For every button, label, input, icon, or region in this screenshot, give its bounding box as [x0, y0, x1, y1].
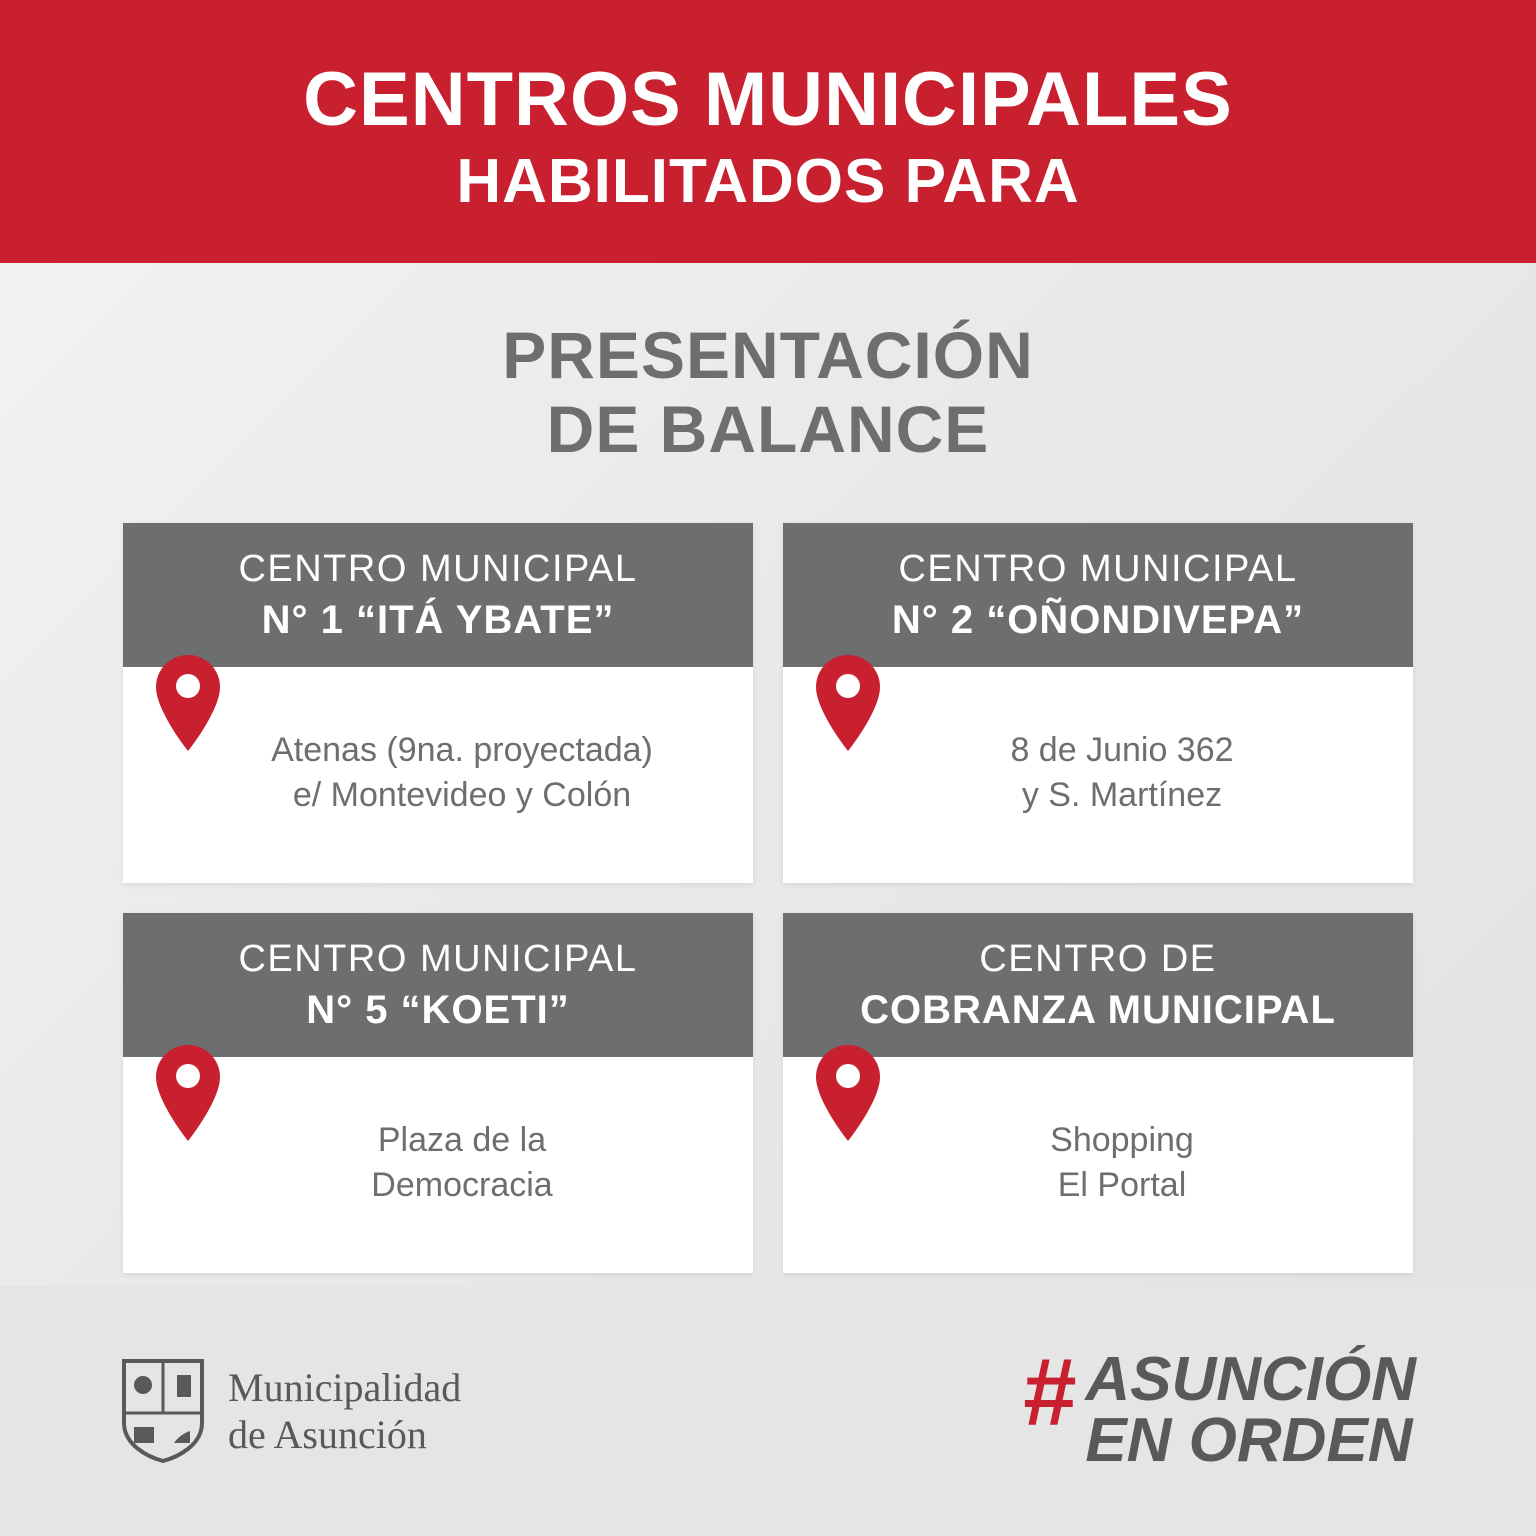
map-pin-icon: [811, 653, 885, 753]
center-card: [783, 913, 1413, 1273]
center-address-line2: El Portal: [1057, 1165, 1187, 1204]
center-card: [783, 523, 1413, 883]
centers-grid: [123, 523, 1413, 1273]
center-address: [213, 728, 663, 818]
hash-symbol-icon: #: [1021, 1339, 1076, 1447]
center-card-name: N° 2 “OÑONDIVEPA”: [891, 597, 1305, 642]
center-card-name: N° 1 “ITÁ YBATE”: [261, 597, 615, 642]
map-pin-icon: [151, 1043, 225, 1143]
brand-text: [228, 1364, 461, 1458]
brand-line2: de Asunción: [228, 1412, 427, 1457]
hashtag-words: [1085, 1345, 1416, 1475]
center-card-header: [783, 913, 1413, 1057]
subtitle-line1: PRESENTACIÓN: [502, 318, 1034, 393]
map-pin-icon: [151, 653, 225, 753]
header-title-line1: CENTROS MUNICIPALES: [303, 57, 1233, 142]
page-subtitle: [0, 319, 1536, 467]
footer: [0, 1286, 1536, 1536]
subtitle-line2: DE BALANCE: [546, 392, 990, 467]
center-address: [952, 728, 1243, 818]
center-card-body: [123, 667, 753, 883]
header-banner: [0, 0, 1536, 263]
center-address-line2: y S. Martínez: [1021, 775, 1223, 814]
municipality-brand: [120, 1357, 461, 1465]
center-card-kicker: CENTRO MUNICIPAL: [238, 548, 638, 591]
center-address: [313, 1118, 562, 1208]
center-card-header: [123, 913, 753, 1057]
brand-line1: Municipalidad: [228, 1364, 462, 1410]
center-address-line1: Plaza de la: [377, 1120, 547, 1159]
center-card-kicker: CENTRO MUNICIPAL: [238, 937, 638, 980]
center-card-name: N° 5 “KOETI”: [306, 987, 570, 1032]
header-title-line2: HABILITADOS PARA: [456, 147, 1080, 216]
center-address-line1: 8 de Junio 362: [1010, 731, 1234, 770]
center-address-line2: e/ Montevideo y Colón: [292, 775, 632, 814]
hashtag-word1: ASUNCIÓN: [1085, 1345, 1416, 1415]
center-card: [123, 913, 753, 1273]
center-card-kicker: CENTRO MUNICIPAL: [898, 548, 1298, 591]
center-card-kicker: CENTRO DE: [979, 937, 1217, 980]
center-card-body: [783, 1057, 1413, 1273]
center-address: [992, 1118, 1204, 1208]
center-card: [123, 523, 753, 883]
hashtag-word2: EN ORDEN: [1085, 1406, 1413, 1475]
center-card-name: COBRANZA MUNICIPAL: [860, 987, 1336, 1032]
center-address-line2: Democracia: [371, 1165, 553, 1204]
map-pin-icon: [811, 1043, 885, 1143]
center-card-body: [783, 667, 1413, 883]
center-address-line1: Shopping: [1050, 1120, 1194, 1159]
center-card-header: [783, 523, 1413, 667]
center-card-header: [123, 523, 753, 667]
municipal-coat-of-arms-icon: [120, 1357, 206, 1465]
campaign-hashtag: [1021, 1339, 1416, 1475]
center-card-body: [123, 1057, 753, 1273]
center-address-line1: Atenas (9na. proyectada): [271, 731, 653, 770]
